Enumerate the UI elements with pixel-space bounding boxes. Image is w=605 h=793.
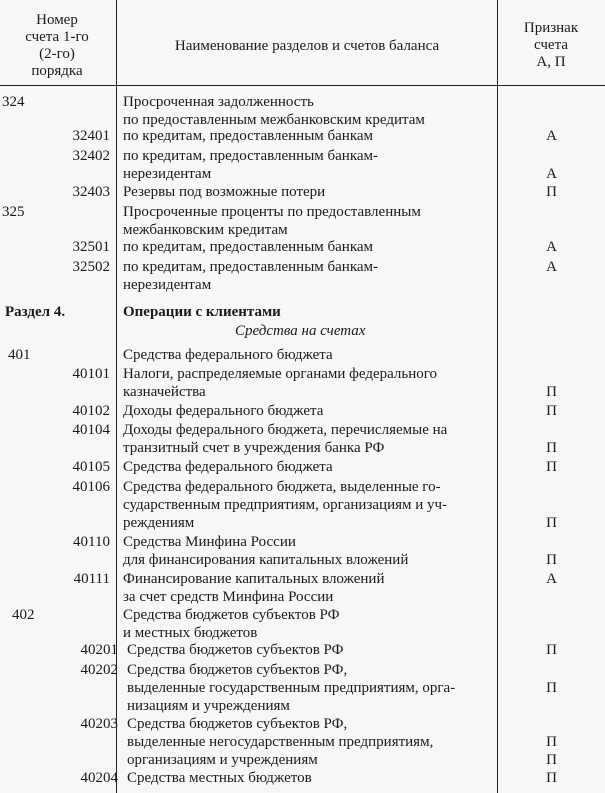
account-flag-value: П [546, 459, 557, 475]
account-name [123, 421, 498, 457]
account-name [123, 203, 498, 239]
account-flag-value [500, 661, 603, 679]
account-flag [500, 570, 603, 606]
account-flag-value [500, 93, 603, 111]
account-name-line: Средства бюджетов субъектов РФ, [127, 662, 348, 678]
account-flag-value [500, 365, 603, 383]
account-flag-value: П [546, 184, 557, 200]
account-number: 401 [8, 347, 31, 363]
account-flag-value [500, 533, 603, 551]
account-flag [500, 641, 603, 659]
header-col-number-line: Номер [36, 12, 78, 28]
account-name-line: межбанковским кредитам [123, 222, 288, 238]
account-name [123, 147, 498, 183]
account-number: 40204 [80, 770, 118, 786]
account-name-line: нерезидентам [123, 277, 212, 293]
account-name [123, 303, 498, 321]
account-number: 40201 [80, 642, 118, 658]
account-name-line: организациям и учреждениям [127, 752, 318, 768]
account-flag-value: П [546, 403, 557, 419]
account-name-line: Налоги, распределяемые органами федерального [123, 366, 438, 382]
account-number: 40106 [72, 479, 110, 495]
account-number: 40111 [73, 571, 110, 587]
account-name [123, 641, 502, 659]
account-flag [500, 93, 603, 129]
account-flag [500, 203, 603, 239]
account-name-line: низациям и учреждениям [127, 698, 290, 714]
account-flag-value [500, 147, 603, 165]
account-name-line: по кредитам, предоставленным банкам [123, 128, 374, 144]
account-number: Раздел 4. [5, 304, 66, 320]
account-flag [500, 606, 603, 642]
account-flag-value: П [546, 552, 557, 568]
account-flag [500, 769, 603, 787]
account-name [123, 183, 498, 201]
account-number: 32401 [72, 128, 110, 144]
account-number: 40203 [80, 716, 118, 732]
account-flag [500, 402, 603, 420]
account-name-line: нерезидентам [123, 166, 212, 182]
account-number: 40110 [73, 534, 110, 550]
account-name [123, 258, 498, 294]
account-flag-value: П [546, 770, 557, 786]
account-number: 40202 [80, 662, 118, 678]
account-flag-value [500, 276, 603, 294]
account-name [123, 127, 498, 145]
header-col-number-line: порядка [31, 63, 83, 79]
header-col-flag-line: Признак [523, 20, 579, 36]
account-flag-value [500, 697, 603, 715]
account-name-line: Средства федерального бюджета, выделенные го- [123, 479, 441, 495]
account-flag-value [500, 303, 603, 321]
account-flag-value: А [546, 128, 557, 144]
account-flag [500, 421, 603, 457]
account-flag-value: П [546, 752, 557, 768]
account-flag-value [500, 588, 603, 606]
account-number: 40102 [72, 403, 110, 419]
account-number: 40105 [72, 459, 110, 475]
account-name-line: Средства местных бюджетов [127, 770, 312, 786]
header-col-name: Наименование разделов и счетов баланса [174, 38, 440, 54]
account-flag [500, 238, 603, 256]
account-flag [500, 127, 603, 145]
account-flag-value: П [546, 384, 557, 400]
account-flag [500, 458, 603, 476]
account-name-line: Финансирование капитальных вложений [123, 571, 385, 587]
account-name-line: Просроченная задолженность [123, 94, 314, 110]
header-col-number-line: счета 1-го [25, 29, 89, 45]
account-number: 40104 [72, 422, 110, 438]
account-name-line: по кредитам, предоставленным банкам [123, 239, 374, 255]
account-name-line: казначейства [123, 384, 206, 400]
account-flag [500, 147, 603, 183]
header-col-flag [499, 20, 603, 71]
account-name-line: Средства бюджетов субъектов РФ, [127, 716, 348, 732]
account-number: 324 [2, 94, 25, 110]
account-number: 32403 [72, 184, 110, 200]
account-flag [500, 365, 603, 401]
account-flag-value [500, 478, 603, 496]
account-name-line: по предоставленным межбанковским кредитам [123, 112, 425, 128]
account-number: 325 [2, 204, 25, 220]
account-flag [500, 183, 603, 201]
account-flag-value: П [546, 515, 557, 531]
account-name-line: Средства федерального бюджета [123, 459, 333, 475]
account-name-line: Операции с клиентами [123, 304, 281, 320]
account-flag-value [500, 606, 603, 624]
account-flag-value [500, 322, 603, 340]
header-divider [0, 85, 605, 86]
account-name-line: сударственным предприятиям, организациям и уч- [123, 497, 448, 513]
account-flag-value: П [546, 642, 557, 658]
account-name [123, 570, 498, 606]
account-name-line: и местных бюджетов [123, 625, 258, 641]
account-flag [500, 715, 603, 769]
account-flag [500, 533, 603, 569]
account-name [123, 458, 498, 476]
account-name [123, 346, 498, 364]
account-number: 40101 [72, 366, 110, 382]
account-name [123, 715, 502, 769]
account-flag-value: П [546, 440, 557, 456]
account-flag-value: А [546, 571, 557, 587]
account-name-line: Просроченные проценты по предоставленным [123, 204, 421, 220]
account-name-line: для финансирования капитальных вложений [123, 552, 409, 568]
account-name [123, 606, 498, 642]
account-flag-value: А [546, 259, 557, 275]
account-flag [500, 303, 603, 321]
account-name [123, 661, 502, 715]
header-col-number-line: (2-го) [39, 46, 75, 62]
account-name-line: Средства Минфина России [123, 534, 296, 550]
account-name-line: Доходы федерального бюджета, перечисляемые на [123, 422, 448, 438]
account-name [123, 238, 498, 256]
account-name-line: Средства на счетах [235, 323, 366, 339]
account-name-line: Резервы под возможные потери [123, 184, 326, 200]
account-flag-value [500, 624, 603, 642]
account-name-line: за счет средств Минфина России [123, 589, 334, 605]
account-name-line: Средства бюджетов субъектов РФ [123, 607, 340, 623]
account-flag [500, 478, 603, 532]
account-name [123, 402, 498, 420]
account-flag-value: П [546, 734, 557, 750]
account-name-line: Средства бюджетов субъектов РФ [127, 642, 344, 658]
account-name [123, 93, 498, 129]
header-col-flag-line: счета [534, 37, 568, 53]
account-flag-value [500, 715, 603, 733]
account-flag-value [500, 203, 603, 221]
account-name [123, 533, 498, 569]
account-flag [500, 346, 603, 364]
account-number: 402 [12, 607, 35, 623]
account-flag-value [500, 496, 603, 514]
header-col-flag-line: А, П [536, 54, 566, 70]
account-flag-value [500, 221, 603, 239]
account-name-line: реждениям [123, 515, 195, 531]
account-flag-value [500, 346, 603, 364]
account-name-line: по кредитам, предоставленным банкам- [123, 148, 379, 164]
account-flag [500, 322, 603, 340]
account-number: 32501 [72, 239, 110, 255]
account-name-line: по кредитам, предоставленным банкам- [123, 259, 379, 275]
account-flag-value: А [546, 239, 557, 255]
account-name-line: выделенные негосударственным предприятиям, [127, 734, 434, 750]
account-flag [500, 661, 603, 715]
account-flag-value: П [546, 680, 557, 696]
header-col-number [0, 12, 114, 80]
account-name-line: транзитный счет в учреждения банка РФ [123, 440, 385, 456]
account-flag-value: А [546, 166, 557, 182]
account-number: 32502 [72, 259, 110, 275]
account-name-line: Доходы федерального бюджета [123, 403, 324, 419]
account-flag-value [500, 421, 603, 439]
account-name [123, 365, 498, 401]
account-flag [500, 258, 603, 294]
account-name [123, 478, 498, 532]
account-number: 32402 [72, 148, 110, 164]
account-name-line: выделенные государственным предприятиям, орга- [127, 680, 456, 696]
account-name [123, 769, 502, 787]
account-name-line: Средства федерального бюджета [123, 347, 333, 363]
